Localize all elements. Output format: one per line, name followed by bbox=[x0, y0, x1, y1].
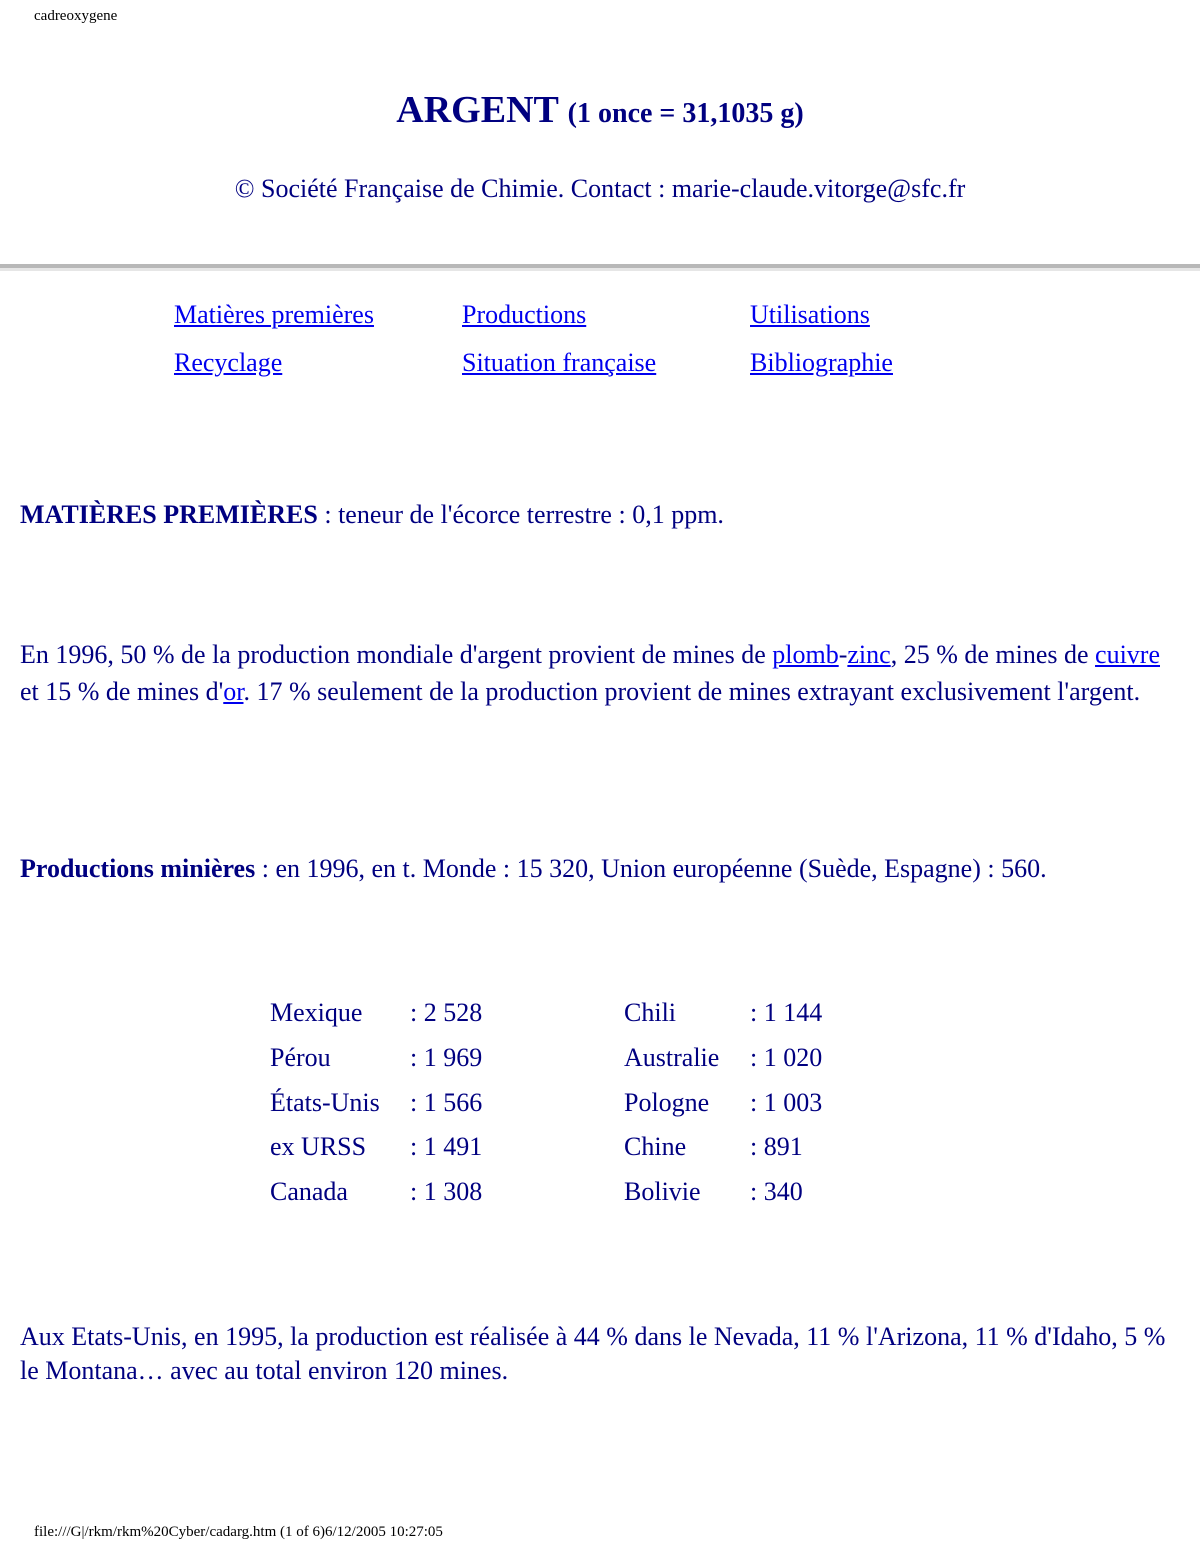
table-value: : 1 003 bbox=[750, 1088, 823, 1117]
table-value: : 1 491 bbox=[410, 1132, 483, 1161]
page-footer-url: file:///G|/rkm/rkm%20Cyber/cadarg.htm (1 of 6)6/12/2005 10:27:05 bbox=[34, 1524, 443, 1540]
matieres-premieres-heading: MATIÈRES PREMIÈRES bbox=[20, 500, 318, 529]
table-value: : 1 308 bbox=[410, 1177, 483, 1206]
table-value: : 891 bbox=[750, 1132, 803, 1161]
nav-link-productions[interactable]: Productions bbox=[462, 300, 587, 329]
paragraph-text: En 1996, 50 % de la production mondiale d'argent provient de mines de bbox=[20, 640, 773, 669]
table-country: Pérou bbox=[270, 1043, 331, 1072]
horizontal-divider bbox=[0, 264, 1200, 271]
title-main: ARGENT bbox=[396, 89, 559, 131]
table-country: Canada bbox=[270, 1177, 348, 1206]
table-country: Mexique bbox=[270, 998, 363, 1027]
table-country: Pologne bbox=[624, 1088, 710, 1117]
matieres-premieres-text: : teneur de l'écorce terrestre : 0,1 ppm. bbox=[317, 500, 724, 529]
usa-production-paragraph: Aux Etats-Unis, en 1995, la production est réalisée à 44 % dans le Nevada, 11 % l'Arizona, 11 % d'Idaho, 5 % le Montana… avec au total environ 120 mines. bbox=[20, 1322, 1166, 1385]
page-header-label: cadreoxygene bbox=[34, 8, 118, 24]
table-value: : 1 144 bbox=[750, 998, 823, 1027]
productions-minieres-text: : en 1996, en t. Monde : 15 320, Union européenne (Suède, Espagne) : 560. bbox=[255, 854, 1047, 883]
table-value: : 1 566 bbox=[410, 1088, 483, 1117]
link-cuivre[interactable]: cuivre bbox=[1095, 640, 1160, 669]
link-zinc[interactable]: zinc bbox=[847, 640, 891, 669]
production-sources-paragraph bbox=[20, 636, 1180, 710]
productions-minieres-paragraph bbox=[20, 850, 1180, 887]
paragraph-text: et 15 % de mines d' bbox=[20, 677, 224, 706]
table-value: : 2 528 bbox=[410, 998, 483, 1027]
table-country: Chine bbox=[624, 1132, 687, 1161]
table-value: : 1 969 bbox=[410, 1043, 483, 1072]
nav-link-situation-francaise[interactable]: Situation française bbox=[462, 348, 657, 377]
nav-link-utilisations[interactable]: Utilisations bbox=[750, 300, 870, 329]
title-subtitle: (1 once = 31,1035 g) bbox=[567, 98, 804, 129]
table-country: Bolivie bbox=[624, 1177, 701, 1206]
paragraph-text: . 17 % seulement de la production provient de mines extrayant exclusivement l'argent. bbox=[243, 677, 1141, 706]
table-country: États-Unis bbox=[270, 1088, 380, 1117]
table-country: ex URSS bbox=[270, 1132, 367, 1161]
table-country: Chili bbox=[624, 998, 677, 1027]
copyright-notice: © Société Française de Chimie. Contact : marie-claude.vitorge@sfc.fr bbox=[234, 174, 966, 203]
paragraph-text: - bbox=[838, 640, 848, 669]
nav-link-matieres-premieres[interactable]: Matières premières bbox=[174, 300, 374, 329]
table-value: : 340 bbox=[750, 1177, 803, 1206]
table-country: Australie bbox=[624, 1043, 720, 1072]
productions-minieres-heading: Productions minières bbox=[20, 854, 256, 883]
link-or[interactable]: or bbox=[223, 677, 244, 706]
nav-link-recyclage[interactable]: Recyclage bbox=[174, 348, 283, 377]
nav-link-bibliographie[interactable]: Bibliographie bbox=[750, 348, 893, 377]
paragraph-text: , 25 % de mines de bbox=[890, 640, 1096, 669]
link-plomb[interactable]: plomb bbox=[772, 640, 839, 669]
page-title bbox=[0, 88, 1200, 132]
matieres-premieres-paragraph bbox=[20, 496, 1180, 533]
table-value: : 1 020 bbox=[750, 1043, 823, 1072]
